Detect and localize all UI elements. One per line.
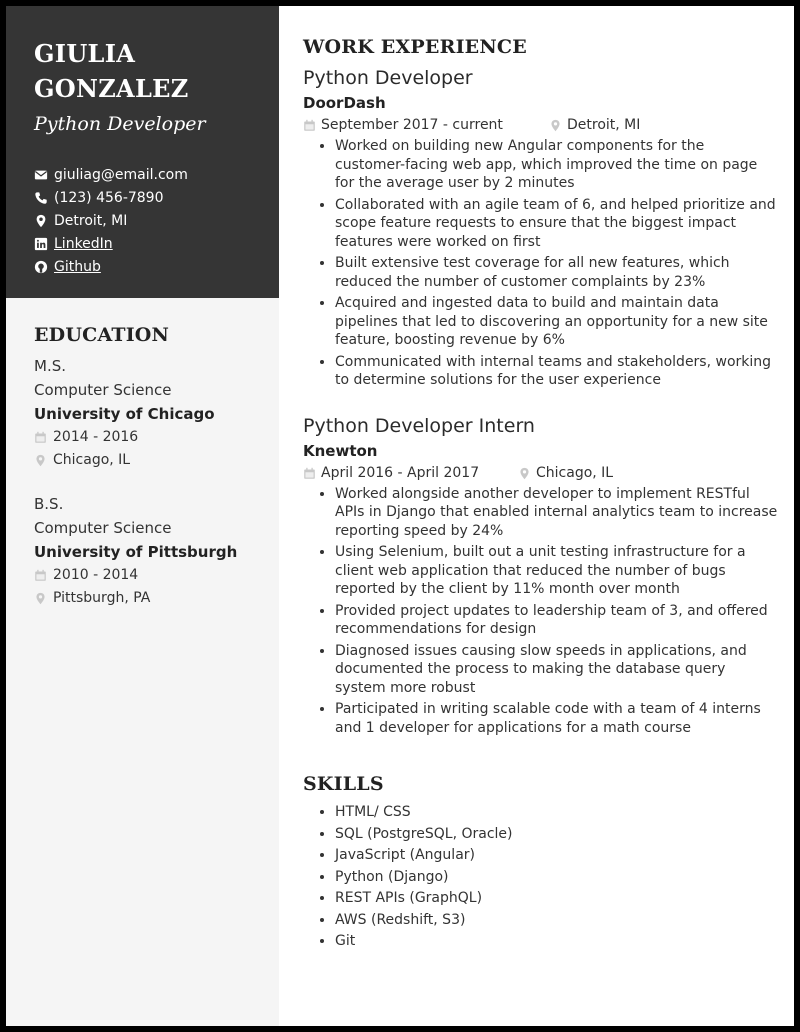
contact-list (34, 163, 188, 278)
location-text: Chicago, IL (536, 464, 614, 481)
bullet-item: • Provided project updates to leadership team of 3, and offered recommendations for design (335, 602, 778, 639)
contact-phone (34, 186, 188, 209)
location-text: Chicago, IL (53, 452, 131, 468)
bullet-item: • Acquired and ingested data to build and maintain data pipelines that led to discovering an opportunity for a new site feature, boosting revenue by 6% (335, 294, 778, 350)
resume-page (6, 6, 794, 1026)
map-pin-icon (34, 592, 47, 605)
field-of-study: Computer Science (34, 519, 172, 537)
linkedin-icon (34, 237, 48, 251)
contact-github (34, 255, 188, 278)
map-pin-icon (34, 214, 48, 228)
education-item (34, 354, 264, 472)
job-meta (303, 462, 778, 485)
github-link[interactable]: Github (54, 258, 101, 275)
contact-email (34, 163, 188, 186)
calendar-icon (34, 431, 47, 444)
candidate-name (34, 36, 264, 106)
job-title: Python Developer Intern (303, 414, 535, 437)
name-line-2: GONZALEZ (34, 74, 189, 103)
linkedin-link[interactable]: LinkedIn (54, 235, 113, 252)
phone-icon (34, 191, 48, 205)
github-icon (34, 260, 48, 274)
sidebar (6, 6, 279, 1026)
calendar-icon (303, 119, 316, 132)
work-experience-heading: WORK EXPERIENCE (303, 36, 527, 58)
bullet-item: • Collaborated with an agile team of 6, and helped prioritize and scope feature requests to ensure that the biggest impact features were worked on first (335, 196, 778, 252)
location-text: Pittsburgh, PA (53, 590, 151, 606)
education-section (34, 324, 264, 610)
bullet-item: • Communicated with internal teams and stakeholders, working to determine solutions for the user experience (335, 353, 778, 390)
name-line-1: GIULIA (34, 39, 136, 68)
candidate-title: Python Developer (34, 113, 206, 135)
education-location (34, 449, 264, 472)
bullet-item: • Using Selenium, built out a unit testing infrastructure for a client web application that reduced the number of bugs reported by the client by 11% month over month (335, 543, 778, 599)
bullet-item: • Built extensive test coverage for all new features, which reduced the number of customer complaints by 23% (335, 254, 778, 291)
envelope-icon (34, 168, 48, 182)
job-dates: April 2016 - April 2017 (321, 464, 480, 481)
bullet-item: • Worked on building new Angular components for the customer-facing web app, which improved the time on page for the average user by 2 minutes (335, 137, 778, 193)
dates-text: 2014 - 2016 (53, 429, 139, 445)
location-text: Detroit, MI (54, 212, 128, 229)
dates-text: 2010 - 2014 (53, 567, 139, 583)
job-entry (303, 412, 778, 738)
bullet-item: • Diagnosed issues causing slow speeds in applications, and documented the process to making the database query system more robust (335, 642, 778, 698)
calendar-icon (303, 467, 316, 480)
skill-item: • JavaScript (Angular) (335, 846, 778, 865)
company-name: DoorDash (303, 94, 386, 112)
email-text: giuliag@email.com (54, 166, 188, 183)
main-content (303, 36, 778, 954)
company-name: Knewton (303, 441, 378, 460)
sidebar-header (6, 6, 279, 298)
contact-linkedin (34, 232, 188, 255)
education-dates (34, 426, 264, 449)
skills-section (303, 773, 778, 951)
bullet-item: • Worked alongside another developer to implement RESTful APIs in Django that enabled internal analytics team to increase reporting speed by 24% (335, 485, 778, 541)
skills-heading: SKILLS (303, 773, 384, 795)
skill-item: • SQL (PostgreSQL, Oracle) (335, 825, 778, 844)
job-entry (303, 64, 778, 390)
map-pin-icon (549, 119, 562, 132)
degree: M.S. (34, 357, 66, 375)
skill-item: • Python (Django) (335, 868, 778, 887)
phone-text: (123) 456-7890 (54, 189, 164, 206)
job-meta (303, 114, 778, 137)
education-location (34, 587, 264, 610)
skill-item: • Git (335, 932, 778, 951)
job-bullets (303, 137, 778, 390)
job-title: Python Developer (303, 67, 473, 89)
contact-location (34, 209, 188, 232)
school-name: University of Chicago (34, 405, 215, 423)
skill-item: • AWS (Redshift, S3) (335, 911, 778, 930)
skill-item: • REST APIs (GraphQL) (335, 889, 778, 908)
location-text: Detroit, MI (567, 117, 641, 133)
bullet-item: • Participated in writing scalable code with a team of 4 interns and 1 developer for applications for a math course (335, 700, 778, 737)
school-name: University of Pittsburgh (34, 543, 238, 561)
job-location (518, 462, 613, 485)
education-item (34, 492, 264, 610)
skills-list (303, 803, 778, 951)
job-dates: September 2017 - current (321, 117, 503, 133)
education-heading: EDUCATION (34, 324, 170, 346)
skill-item: • HTML/ CSS (335, 803, 778, 822)
calendar-icon (34, 569, 47, 582)
map-pin-icon (518, 467, 531, 480)
degree: B.S. (34, 495, 64, 513)
education-dates (34, 564, 264, 587)
job-location (549, 114, 640, 137)
field-of-study: Computer Science (34, 381, 172, 399)
map-pin-icon (34, 454, 47, 467)
job-bullets (303, 485, 778, 738)
